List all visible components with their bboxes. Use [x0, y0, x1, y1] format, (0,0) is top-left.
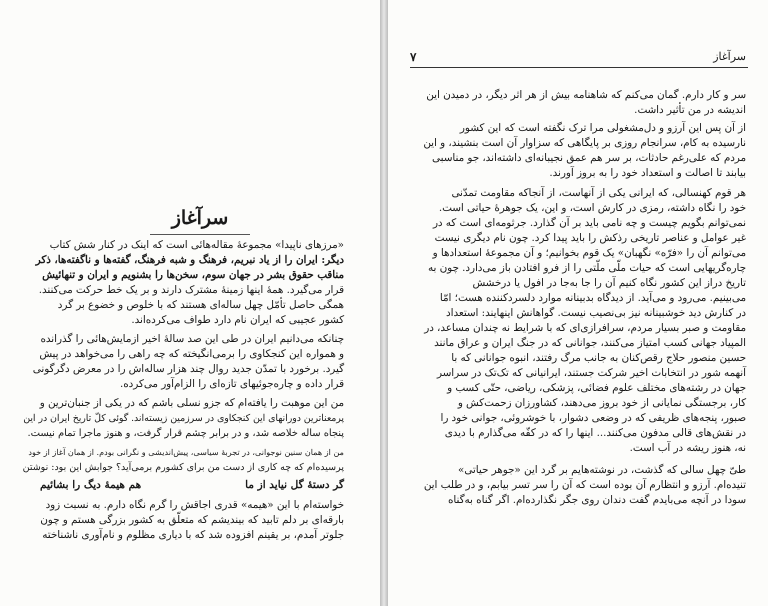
header-rule	[410, 67, 748, 68]
text-line: پرمعناترین دورانهای این کنجکاوی در سرزمین زیسته‌اند. گوئی کلّ تاریخ ایران در این	[23, 413, 344, 424]
poem-verse: هم هیمهٔ دیگ را بشائیم	[40, 479, 142, 491]
left-page	[0, 0, 380, 606]
text-line: و همواره این کنجکاوی را برمی‌انگیخته که چه راهی را می‌خواهد در پیش	[39, 348, 344, 360]
text-line: طیّ چهل سالی که گذشت، در نوشته‌هایم بر گرد این «جوهر حیاتی»	[458, 464, 746, 476]
chapter-title: سرآغاز	[171, 207, 229, 229]
text-line: من از همان سنین نوجوانی، در تجربهٔ سیاسی، پیش‌اندیشی و نگرانی بودم. از همان آغاز از خود	[28, 447, 344, 457]
text-line: هر قوم کهنسالی، که ایرانی یکی از آنهاست، از آنجاکه مقاومت تمدّنی	[451, 187, 746, 199]
title-underline	[150, 234, 250, 235]
text-line: چاره‌گریهایی است که حیات ملّی ملّتی را از فرو افتادن باز می‌دارد. چون به	[427, 262, 746, 274]
text-line: پرسیده‌ام که چه کاری از دست من برای کشورم برمی‌آید؟ جوابش این بود: نوشتن	[22, 462, 344, 473]
poem-verse: گر دستهٔ گل نیاید از ما	[245, 479, 344, 491]
text-line: کشور عجیبی که ایران نام دارد طواف می‌کرده‌اند.	[131, 314, 344, 326]
text-line: غیر عوامل و عناصر تاریخی رذکش را باید پیدا کرد. چون نام دیگری نیست	[434, 232, 746, 244]
text-line: حسین منصور حلاج رقص‌کنان به جانب مرگ رفتند، انبوه جوانانی که با	[451, 352, 746, 364]
text-line: از آن پس این آرزو و دل‌مشغولی مرا ترک نگفته است که این کشور	[459, 122, 746, 134]
text-line: خود را نگاه داشته، رمزی در کارش است، و این، یک جوهرهٔ حیاتی است.	[438, 202, 746, 214]
text-line: کار، برجستگی نمایانی از خود بروز می‌دهند، کشاورزان زحمت‌کش و	[457, 397, 746, 409]
text-line: جهان در رشته‌های مختلف علوم فضائی، پزشکی، ریاضی، حتّی کسب و	[447, 382, 746, 394]
text-line: سودا در آنچه می‌بایدم گفت دندان روی جگر نگذارده‌ام. اگر گناه به‌گناه	[447, 494, 746, 506]
text-line: پنجاه ساله خلاصه شد، و در برابر چشم قرار گرفت، و هنوز ماجرا تمام نیست.	[27, 428, 344, 439]
text-line: صبور، پنجه‌های ظریفی که در وضعی دشوار، با خوشروئی، جوانی خود را	[440, 412, 746, 424]
book-gutter	[380, 0, 388, 606]
right-page	[388, 0, 768, 606]
text-line: خواسته‌ام با این «هیمه» قدری اجاقش را گرم نگاه دارم. به نسبت زود	[45, 499, 344, 511]
text-line: تاریخ دراز این کشور نگاه کنیم آن را جا به‌جا در افول یا درخشش	[472, 277, 746, 289]
page-number: ۷	[410, 50, 417, 64]
text-line: نه، هنوز ریشه در آب است.	[629, 442, 746, 454]
text-line: مقاومت و صبر بسیار مردم، سرافرازی‌ای که با شرایط نه چندان مساعد، در	[424, 322, 746, 334]
text-line: می‌توانم آن را «فرّه» نگهبان» یک قوم بخوانیم؛ و آن مجموعهٔ استعدادها و	[432, 247, 746, 259]
running-head: سرآغاز	[713, 50, 746, 63]
text-line: نارسیده به کام، سرانجام روزی بر پایگاهی که سزاوار آن است بنشیند، و این	[423, 137, 746, 149]
text-line: بیابند تا اصالت و استعداد خود را به بروز آورند.	[549, 167, 746, 179]
text-line: در کنارش دید خوشبینانه نیز بی‌نصیب نیست. گواهانش اینهایند: استعداد	[446, 307, 746, 319]
text-line: «مرزهای ناپیدا» مجموعهٔ مقاله‌هائی است که اینک در کنار شش کتاب	[49, 239, 344, 251]
text-line: همگی حاصل تأمّل چهل ساله‌ای هستند که با خلوص و خضوع بر گرد	[57, 299, 344, 311]
text-line: در نقش‌های قالی مدفون می‌کنند... اینها را که در کفّه می‌گذارم با دیدی	[444, 427, 746, 439]
text-line: مناقب حقوق بشر در جهان سوم، سخن‌ها را بشنویم و ایران و تنهائیش	[42, 269, 344, 281]
text-line: دیگر: ایران را از یاد نبریم، فرهنگ و شبه فرهنگ، گفته‌ها و ناگفته‌ها، ذکر	[35, 254, 344, 266]
text-line: اندیشه در من تأثیر داشت.	[634, 104, 746, 116]
text-line: مردم که علی‌رغم حادثات، بر سر هم عمق نجیبانه‌ای داشته‌اند، جو مناسبی	[432, 152, 746, 164]
text-line: نمی‌توانم بگویم چیست و چه نامی باید بر آن گذارد. جرثومه‌ای است که در	[432, 217, 746, 229]
text-line: تنیده‌ام. آرزو و انتظارم آن بوده است که آن را سر تسر بیابم، و در طلب این	[423, 479, 746, 491]
text-line: می‌بینیم. می‌رود و می‌آید. از دیدگاه بدبینانه موارد دلسردکننده هست؛ امّا	[439, 292, 746, 304]
text-line: چنانکه می‌دانیم ایران در طی این صد سالهٔ اخیر ازمایش‌هائی را گذرانده	[40, 333, 344, 345]
text-line: قرار می‌گیرد. همهٔ اینها زمینهٔ مشترک دارند و بر یک خط حرکت می‌کنند.	[38, 284, 344, 296]
text-line: المپیاد جهانی کسب امتیاز می‌کنند، جوانانی که در جنگ ایران و عراق مانند	[434, 337, 746, 349]
text-line: گیرد. برخورد با تمدّن جدید روال چند هزار ساله‌اش را در معرض دگرگونی	[32, 363, 344, 375]
text-line: من این موهبت را یافته‌ام که جزو نسلی باشم که در یکی از جنبان‌ترین و	[39, 397, 344, 409]
text-line: بارقه‌ای بر دلم تابید که بیندیشم که متعلّق به کشور بزرگی هستم و چون	[40, 514, 344, 526]
text-line: قرار داده و چاره‌جوئیهای تازه‌ای را الزام‌آور می‌کرده.	[120, 378, 344, 390]
text-line: آنهمه شور در انتخابات اخیر شرکت جستند، ایرانیانی که تک‌تک در سراسر	[436, 367, 746, 379]
text-line: جلوتر آمدم، بر یقینم افزوده شد که با دیاری مظلوم و نام‌آوری ناشناخته	[42, 529, 344, 541]
text-line: سر و کار دارم. گمان می‌کنم که شاهنامه بیش از هر اثر دیگر، در دمیدن این	[426, 89, 746, 101]
